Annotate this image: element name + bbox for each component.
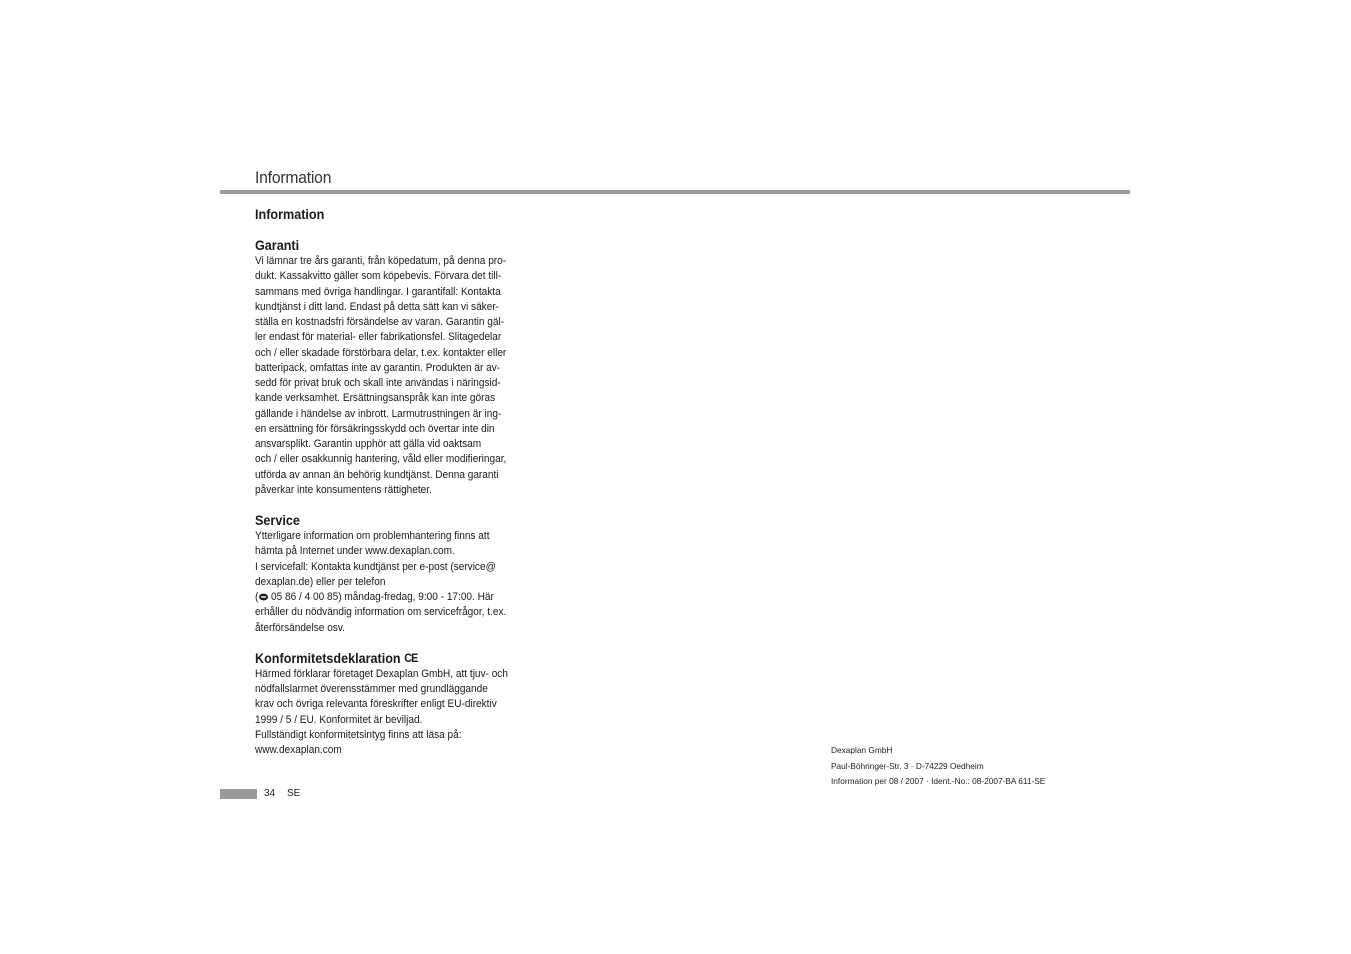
imprint-line: Information per 08 / 2007 · Ident.-No.: 08-2007-BA 611-SE	[831, 776, 1046, 786]
page-number: 34	[264, 788, 276, 799]
text-line: erhåller du nödvändig information om servicefrågor, t.ex.	[255, 606, 507, 619]
content-column	[255, 206, 545, 758]
text-line: en ersättning för försäkringsskydd och övertar inte din	[255, 422, 495, 435]
text-line: och / eller skadade förstörbara delar, t.ex. kontakter eller	[255, 346, 507, 359]
section-heading: Service	[255, 512, 300, 528]
text-line: påverkar inte konsumentens rättigheter.	[255, 483, 432, 496]
section-heading: Konformitetsdeklaration CE	[255, 649, 418, 666]
text-line: Vi lämnar tre års garanti, från köpedatum, på denna pro-	[255, 255, 507, 267]
section-garanti	[255, 237, 525, 498]
section-konformitet	[255, 650, 525, 759]
text-line: www.dexaplan.com	[255, 744, 342, 756]
text-line: gällande i händelse av inbrott. Larmutrustningen är ing-	[255, 407, 502, 420]
header-divider	[220, 190, 1130, 194]
text-line: kande verksamhet. Ersättningsanspråk kan inte göras	[255, 392, 496, 405]
text-line: ler endast för material- eller fabrikationsfel. Slitagedelar	[255, 331, 502, 344]
imprint-line: Paul-Böhringer-Str. 3 · D-74229 Oedheim	[831, 760, 984, 771]
text-line: och / eller osakkunnig hantering, våld eller modifieringar,	[255, 453, 507, 466]
page-header-title: Information	[255, 168, 332, 187]
text-line: ställa en kostnadsfri försändelse av varan. Garantin gäl-	[255, 316, 505, 328]
text-line: kundtjänst i ditt land. Endast på detta sätt kan vi säker-	[255, 300, 500, 313]
text-line: sammans med övriga handlingar. I garantifall: Kontakta	[255, 285, 501, 298]
main-heading: Information	[255, 206, 325, 222]
text-line: Ytterligare information om problemhantering finns att	[255, 530, 490, 542]
footer-bar	[220, 789, 257, 799]
text-line: krav och övriga relevanta föreskrifter enligt EU-direktiv	[255, 698, 497, 711]
text-line: hämta på Internet under www.dexaplan.com.	[255, 545, 455, 558]
text-line: I servicefall: Kontakta kundtjänst per e-post (service@	[255, 560, 496, 573]
text-line: dukt. Kassakvitto gäller som köpebevis. Förvara det till-	[255, 270, 502, 283]
text-line: Härmed förklarar företaget Dexaplan GmbH, att tjuv- och	[255, 667, 508, 680]
phone-text: 05 86 / 4 00 85) måndag-fredag, 9:00 - 17:00. Här	[268, 591, 494, 603]
text-line: utförda av annan än behörig kundtjänst. Denna garanti	[255, 468, 499, 481]
phone-line: ( 05 86 / 4 00 85) måndag-fredag, 9:00 - 17:00. Här	[255, 591, 494, 603]
text-line: återförsändelse osv.	[255, 621, 345, 634]
section-heading: Garanti	[255, 237, 300, 253]
text-line: sedd för privat bruk och skall inte användas i näringsid-	[255, 377, 501, 389]
phone-icon	[258, 593, 268, 601]
text-line: Fullständigt konformitetsintyg finns att läsa på:	[255, 728, 462, 741]
text-line: 1999 / 5 / EU. Konformitet är beviljad.	[255, 713, 423, 726]
text-line: nödfallslarmet överensstämmer med grundläggande	[255, 683, 488, 695]
text-line: batteripack, omfattas inte av garantin. Produkten är av-	[255, 361, 501, 374]
language-code: SE	[287, 788, 301, 799]
text-line: ansvarsplikt. Garantin upphör att gälla vid oaktsam	[255, 438, 482, 450]
imprint	[831, 743, 1091, 790]
text-line: dexaplan.de) eller per telefon	[255, 575, 386, 588]
imprint-line: Dexaplan GmbH	[831, 745, 893, 755]
ce-mark-icon: CE	[404, 650, 418, 665]
section-service	[255, 512, 525, 636]
